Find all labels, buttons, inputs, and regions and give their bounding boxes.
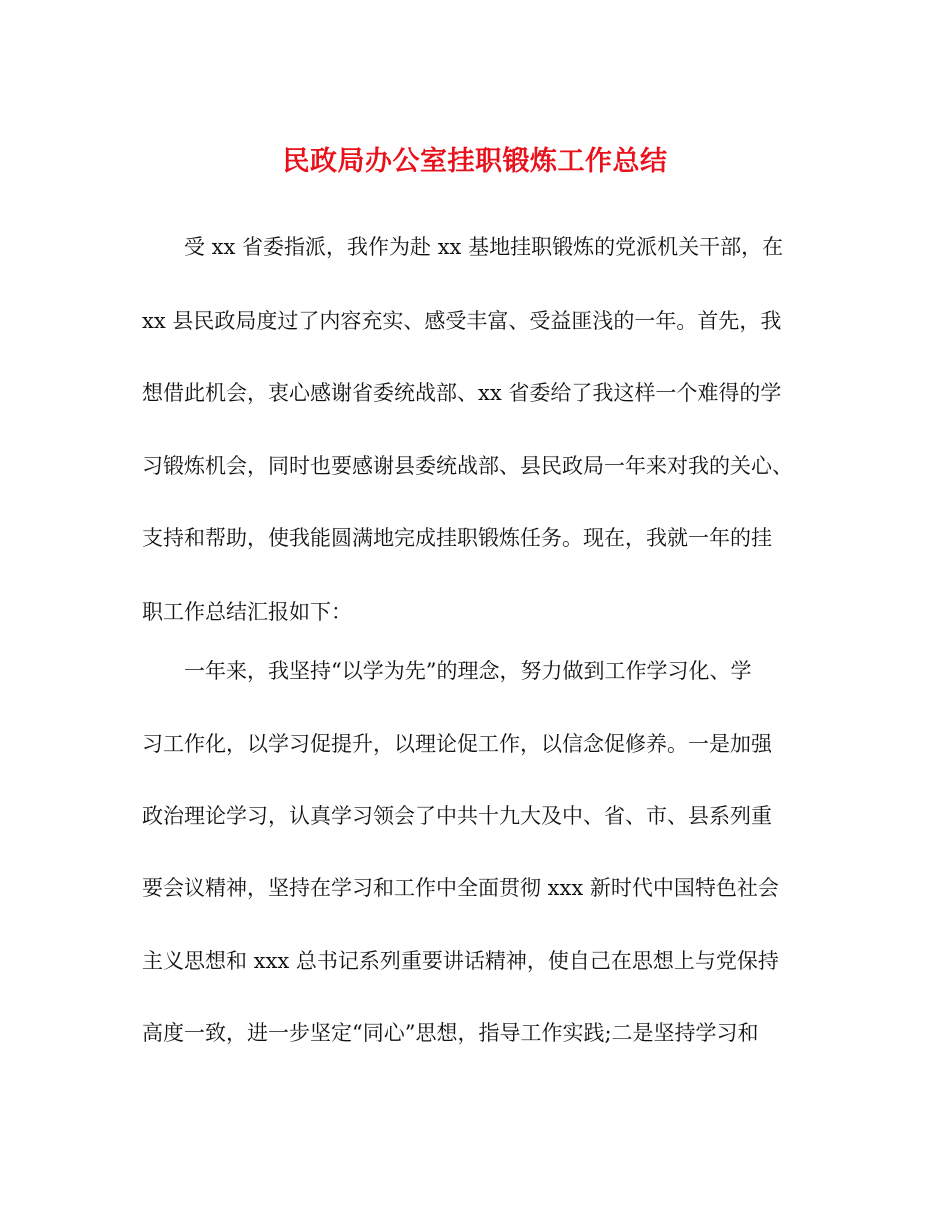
paragraph-line: 受 xx 省委指派，我作为赴 xx 基地挂职锻炼的党派机关干部，在	[184, 235, 784, 259]
paragraph-line: 支持和帮助，使我能圆满地完成挂职锻炼任务。现在，我就一年的挂	[142, 526, 772, 550]
paragraph-line: 高度一致，进一步坚定“同心”思想，指导工作实践;二是坚持学习和	[142, 1021, 759, 1045]
paragraph-line: 一年来，我坚持“以学为先”的理念，努力做到工作学习化、学	[184, 659, 752, 683]
paragraph-line: 政治理论学习，认真学习领会了中共十九大及中、省、市、县系列重	[142, 804, 772, 828]
paragraph-line: 要会议精神，坚持在学习和工作中全面贯彻 xxx 新时代中国特色社会	[142, 876, 779, 900]
paragraph-line: 想借此机会，衷心感谢省委统战部、xx 省委给了我这样一个难得的学	[142, 381, 782, 405]
paragraph-line: 主义思想和 xxx 总书记系列重要讲话精神，使自己在思想上与党保持	[142, 949, 779, 973]
paragraph-line: 职工作总结汇报如下：	[142, 600, 352, 624]
document-title: 民政局办公室挂职锻炼工作总结	[282, 146, 668, 177]
paragraph-line: 习工作化，以学习促提升，以理论促工作，以信念促修养。一是加强	[142, 732, 772, 756]
paragraph-line: 习锻炼机会，同时也要感谢县委统战部、县民政局一年来对我的关心、	[142, 454, 793, 478]
paragraph-line: xx 县民政局度过了内容充实、感受丰富、受益匪浅的一年。首先，我	[142, 309, 782, 333]
